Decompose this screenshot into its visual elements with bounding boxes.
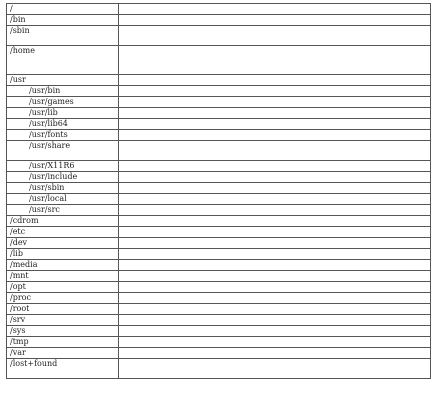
directory-path-cell: /sys [7, 326, 119, 337]
directory-path-cell: /lib [7, 249, 119, 260]
directory-description-cell [119, 260, 431, 271]
directory-description-cell [119, 86, 431, 97]
table-row [7, 108, 431, 119]
directory-description-cell [119, 4, 431, 15]
table-row [7, 86, 431, 97]
directory-path-cell: /opt [7, 282, 119, 293]
table-row [7, 46, 431, 75]
directory-description-cell [119, 293, 431, 304]
table-row [7, 4, 431, 15]
table-row [7, 227, 431, 238]
table-row [7, 119, 431, 130]
directory-path-cell: /root [7, 304, 119, 315]
table-row [7, 194, 431, 205]
directory-description-cell [119, 359, 431, 379]
table-row [7, 97, 431, 108]
table-row [7, 183, 431, 194]
directory-description-cell [119, 282, 431, 293]
directory-description-cell [119, 97, 431, 108]
table-row [7, 249, 431, 260]
directory-description-cell [119, 337, 431, 348]
table-row [7, 315, 431, 326]
table-row [7, 141, 431, 161]
directory-description-cell [119, 108, 431, 119]
table-row [7, 293, 431, 304]
directory-path-cell: /mnt [7, 271, 119, 282]
table-row [7, 75, 431, 86]
directory-path-cell: /usr/src [7, 205, 119, 216]
directory-description-cell [119, 194, 431, 205]
directory-description-cell [119, 348, 431, 359]
directory-description-cell [119, 119, 431, 130]
table-row [7, 172, 431, 183]
directory-path-cell: /usr/sbin [7, 183, 119, 194]
directory-description-cell [119, 227, 431, 238]
table-row [7, 282, 431, 293]
directory-path-cell: /usr/include [7, 172, 119, 183]
directory-path-cell: /usr/lib64 [7, 119, 119, 130]
directory-path-cell: /proc [7, 293, 119, 304]
directory-path-cell: /home [7, 46, 119, 75]
directory-path-cell: /etc [7, 227, 119, 238]
directory-description-cell [119, 238, 431, 249]
directory-path-cell: /usr/X11R6 [7, 161, 119, 172]
table-row [7, 271, 431, 282]
directory-path-cell: /tmp [7, 337, 119, 348]
directory-description-cell [119, 183, 431, 194]
table-row [7, 205, 431, 216]
table-row [7, 337, 431, 348]
table-row [7, 161, 431, 172]
directory-path-cell: /dev [7, 238, 119, 249]
directory-description-cell [119, 271, 431, 282]
directory-path-cell: /var [7, 348, 119, 359]
directory-description-cell [119, 161, 431, 172]
table-row [7, 260, 431, 271]
directory-description-cell [119, 75, 431, 86]
directory-description-cell [119, 249, 431, 260]
table-row [7, 15, 431, 26]
directory-path-cell: /usr [7, 75, 119, 86]
directory-description-cell [119, 205, 431, 216]
directory-table [6, 3, 431, 379]
table-row [7, 238, 431, 249]
table-row [7, 26, 431, 46]
directory-path-cell: /sbin [7, 26, 119, 46]
directory-path-cell: /usr/games [7, 97, 119, 108]
directory-path-cell: / [7, 4, 119, 15]
directory-path-cell: /usr/local [7, 194, 119, 205]
directory-description-cell [119, 216, 431, 227]
directory-path-cell: /usr/bin [7, 86, 119, 97]
directory-path-cell: /usr/fonts [7, 130, 119, 141]
directory-path-cell: /srv [7, 315, 119, 326]
directory-description-cell [119, 172, 431, 183]
directory-description-cell [119, 26, 431, 46]
table-row [7, 304, 431, 315]
directory-description-cell [119, 304, 431, 315]
table-row [7, 359, 431, 379]
directory-path-cell: /cdrom [7, 216, 119, 227]
directory-path-cell: /media [7, 260, 119, 271]
directory-description-cell [119, 141, 431, 161]
directory-description-cell [119, 15, 431, 26]
directory-table-body [7, 4, 431, 379]
table-row [7, 130, 431, 141]
table-row [7, 348, 431, 359]
directory-description-cell [119, 315, 431, 326]
directory-path-cell: /lost+found [7, 359, 119, 379]
directory-path-cell: /bin [7, 15, 119, 26]
table-row [7, 216, 431, 227]
directory-description-cell [119, 46, 431, 75]
directory-path-cell: /usr/share [7, 141, 119, 161]
table-row [7, 326, 431, 337]
directory-description-cell [119, 326, 431, 337]
directory-description-cell [119, 130, 431, 141]
directory-path-cell: /usr/lib [7, 108, 119, 119]
